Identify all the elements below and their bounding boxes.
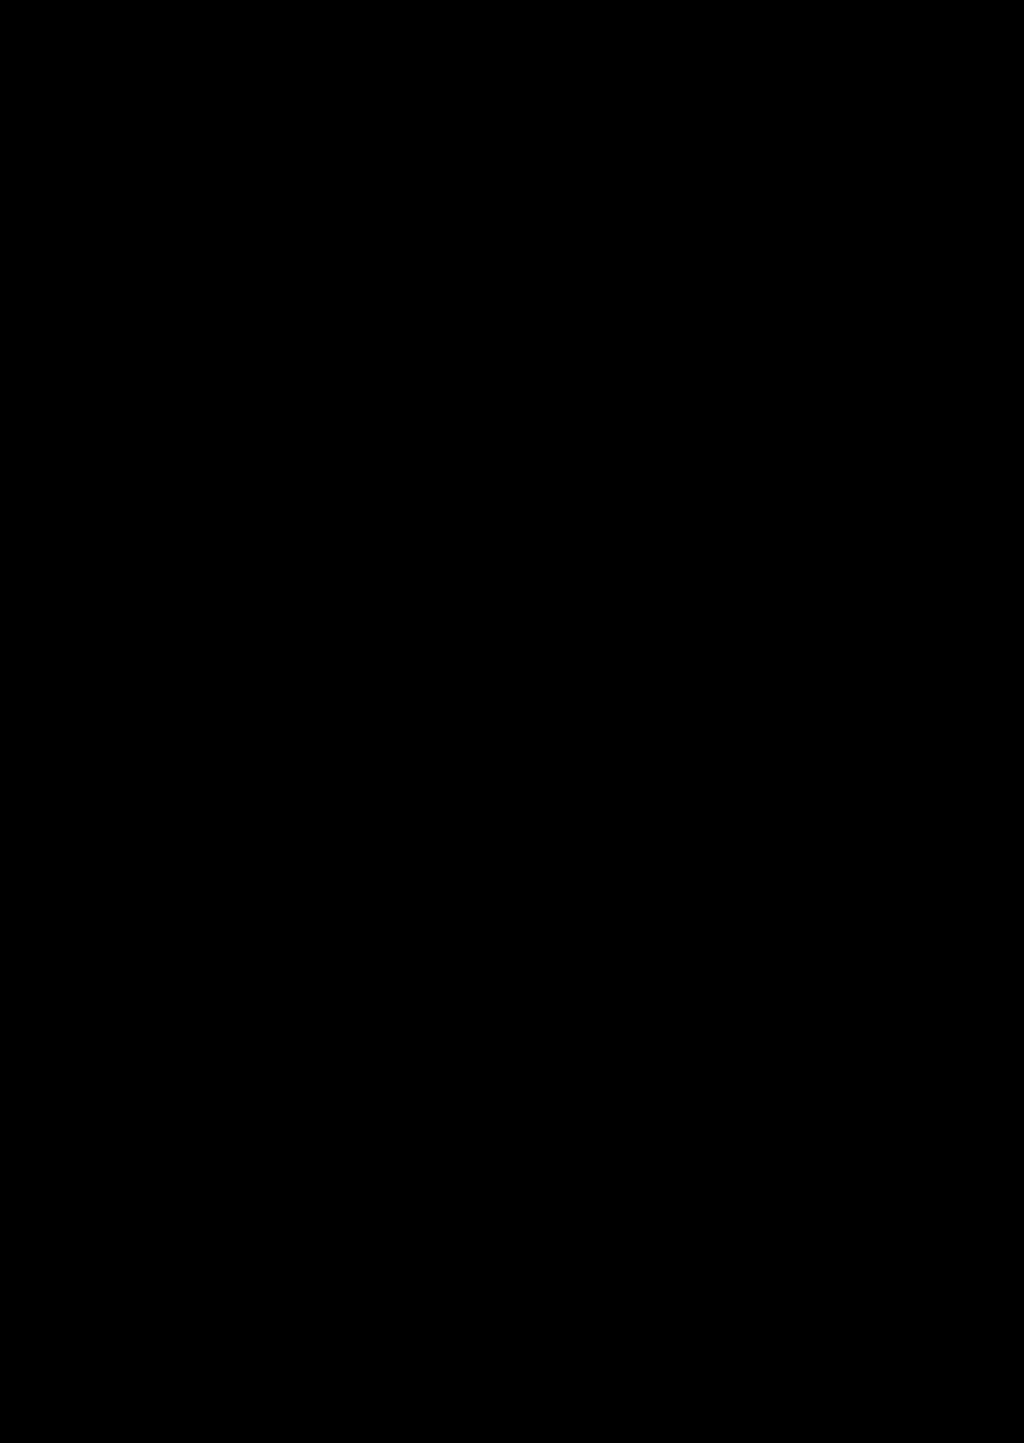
body-paragraph: Ο αριθμοδείκτης καθαρού κέρδους είναι πολύ χρήσιμος, δεδομένου ότι τόσο η διοίκηση όσο και πολύ αναλυτές βασίζουν τις προβλέψεις τους για τα μελλοντικά καθαρά κέρδη της επιχείρησης επί του προβλεπόμενου ύψους πωλήσεων και του ποσοστού καθαρού κέρδους. xyxy=(122,587,842,683)
footnote-item xyxy=(122,1242,722,1262)
footnote-item xyxy=(122,1210,722,1230)
section-title: Αριθμοδείκτης Καθαρού Κέρδους (Net Profit Margin) xyxy=(122,135,842,212)
footnote-text: Νιάρχος, 2004 xyxy=(134,1212,216,1227)
page-content xyxy=(122,128,842,1080)
section-heading-5-3-4 xyxy=(122,772,842,910)
body-paragraph: Ο αριθμοδείκτης καθαρού περιθωρίου δείχνει το ποσοστό του καθαρού κέρδους που επιτυγχάνει μια επιχείρηση από τις πωλήσεις της, δηλαδή δείχνει το κέρδος από τις λειτουργικές της δραστηριότητες. Με άλλα λόγια ο αριθμοδείκτης αυτός δείχνει το καθαρό κέρδος, που έχει μια επιχείρηση από την πώληση των προϊόντων αξίας 100€. xyxy=(122,293,842,426)
section-title: Αριθμοδείκτης Αποδοτικότητας Απασχολούμενων Κεφαλαίων (Return to Total Capital Employment) xyxy=(122,779,842,902)
footnote-reference: 30 xyxy=(440,871,462,889)
section-number: 5.3.3 xyxy=(122,135,191,166)
footnote-number: 30 xyxy=(122,1241,132,1253)
page-number: 60 xyxy=(472,1298,488,1315)
footnote-reference: 29 xyxy=(334,181,356,199)
footnote-number: 29 xyxy=(122,1209,132,1221)
section-heading-5-3-3 xyxy=(122,128,842,220)
body-paragraph: Ο αριθμοδείκτης καθαρού περιθωρίου βρίσκεται αν διαιρέσουμε τα καθαρά λειτουργικά κέρδη μιας περιόδου με το σύνολο των καθαρών πωλήσεων της ίδιας περιόδου. Όσο μεγαλύτερος είναι ο αριθμοδείκτης καθαρού κέρδους, τόσο πιο επικερδής είναι η επιχείρηση. xyxy=(122,459,842,554)
section-number: 5.3.4 xyxy=(122,779,191,810)
footnotes xyxy=(122,1210,722,1274)
footnote-separator xyxy=(122,1184,368,1185)
body-paragraph: Ο αριθμοδείκτης αυτός δείχνει την αποδοτικότητα της επιχείρησης ανεξάρτητα από τις πηγές προέλευσης των κεφαλαίων της. Δείχνει την ικανότητα της επιχείρησης για πραγματοποίηση κερδών και το βαθμό επιτυχίας της διοίκησης της στη xyxy=(122,975,842,1070)
footnote-text: Κιόχος κα, 2004, Νιάρχος, 2004 xyxy=(134,1244,315,1259)
